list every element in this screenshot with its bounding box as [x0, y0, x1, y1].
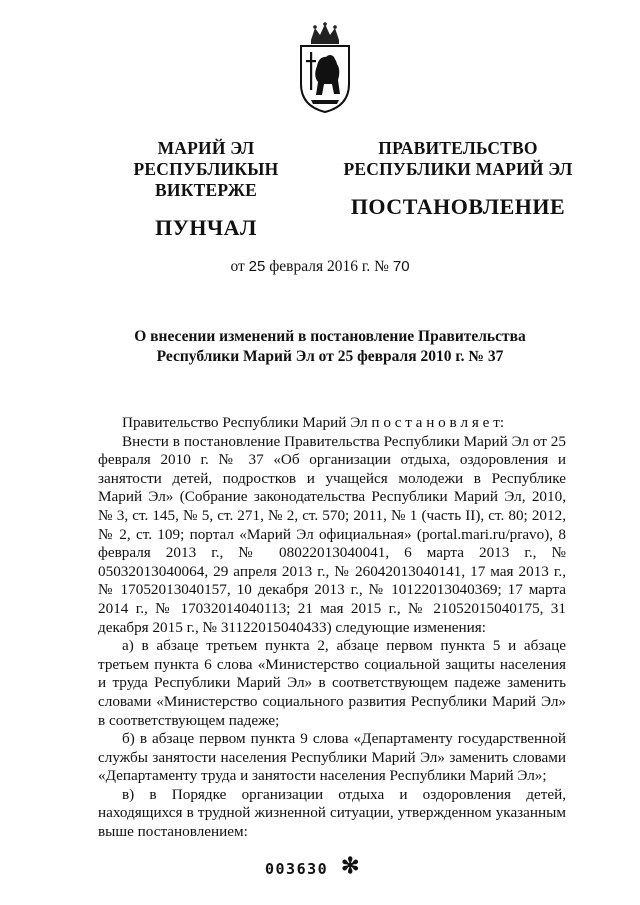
coat-of-arms-emblem	[297, 22, 353, 114]
body-paragraph-4: б) в абзаце первом пункта 9 слова «Департаменту государственной службы занятости населения Республики Марий Эл» заменить словами «Департаменту труда и занятости населения Республики Марий Эл»;	[98, 730, 566, 785]
header-right-line1: ПРАВИТЕЛЬСТВО	[378, 138, 538, 158]
header-right-line2: РЕСПУБЛИКИ МАРИЙ ЭЛ	[343, 159, 573, 179]
header-left-doc-type: ПУНЧАЛ	[155, 215, 257, 240]
header-left-line2: ВИКТЕРЖЕ	[155, 180, 257, 200]
document-date-line	[0, 258, 640, 276]
date-month-year: февраля 2016 г. №	[269, 258, 389, 275]
header-right	[343, 138, 573, 220]
date-prefix: от	[230, 258, 245, 275]
header-right-doc-type: ПОСТАНОВЛЕНИЕ	[350, 194, 566, 219]
document-body	[98, 414, 566, 842]
body-paragraph-3: а) в абзаце третьем пункта 2, абзаце первом пункта 5 и абзаце третьем пункта 6 слова «Министерство социальной защиты населения и труда Республики Марий Эл» в соответствующем падеже заменить словами «Министерство социального развития Республики Марий Эл» в соответствующем падеже;	[98, 637, 566, 729]
header-left-line1: МАРИЙ ЭЛ РЕСПУБЛИКЫН	[133, 138, 279, 179]
title-line1: О внесении изменений в постановление Правительства	[134, 328, 526, 345]
title-line2: Республики Марий Эл от 25 февраля 2010 г. № 37	[156, 348, 504, 365]
body-paragraph-2: Внести в постановление Правительства Республики Марий Эл от 25 февраля 2010 г. № 37 «Об организации отдыха, оздоровления и занятости детей, подростков и учащейся молодежи в Республике Марий Эл» (Собрание законодательства Республики Марий Эл, 2010, № 3, ст. 145, № 5, ст. 271, № 2, ст. 570; 2011, № 1 (часть II), ст. 80; 2012, № 2, ст. 109; портал «Марий Эл официальная» (portal.mari.ru/pravo), 8 февраля 2013 г., № 08022013040041, 6 марта 2013 г., № 05032013040064, 29 апреля 2013 г., № 26042013040141, 17 мая 2013 г., № 17052013040157, 10 декабря 2013 г., № 10122013040369; 17 марта 2014 г., № 17032014040113; 21 мая 2015 г., № 21052015040175, 31 декабря 2015 г., № 31122015040433) следующие изменения:	[98, 432, 566, 636]
header-left	[96, 138, 316, 241]
footer-serial-number: 003630	[265, 860, 329, 878]
footer-asterisk-mark: ✻	[341, 853, 360, 878]
date-day: 25	[248, 258, 266, 275]
document-title	[100, 327, 560, 367]
document-number: 70	[392, 258, 410, 275]
body-paragraph-5: в) в Порядке организации отдыха и оздоровления детей, находящихся в трудной жизненной ситуации, утвержденном указанным выше постановлением:	[98, 785, 566, 841]
body-paragraph-1: Правительство Республики Марий Эл п о с т а н о в л я е т:	[122, 414, 505, 431]
